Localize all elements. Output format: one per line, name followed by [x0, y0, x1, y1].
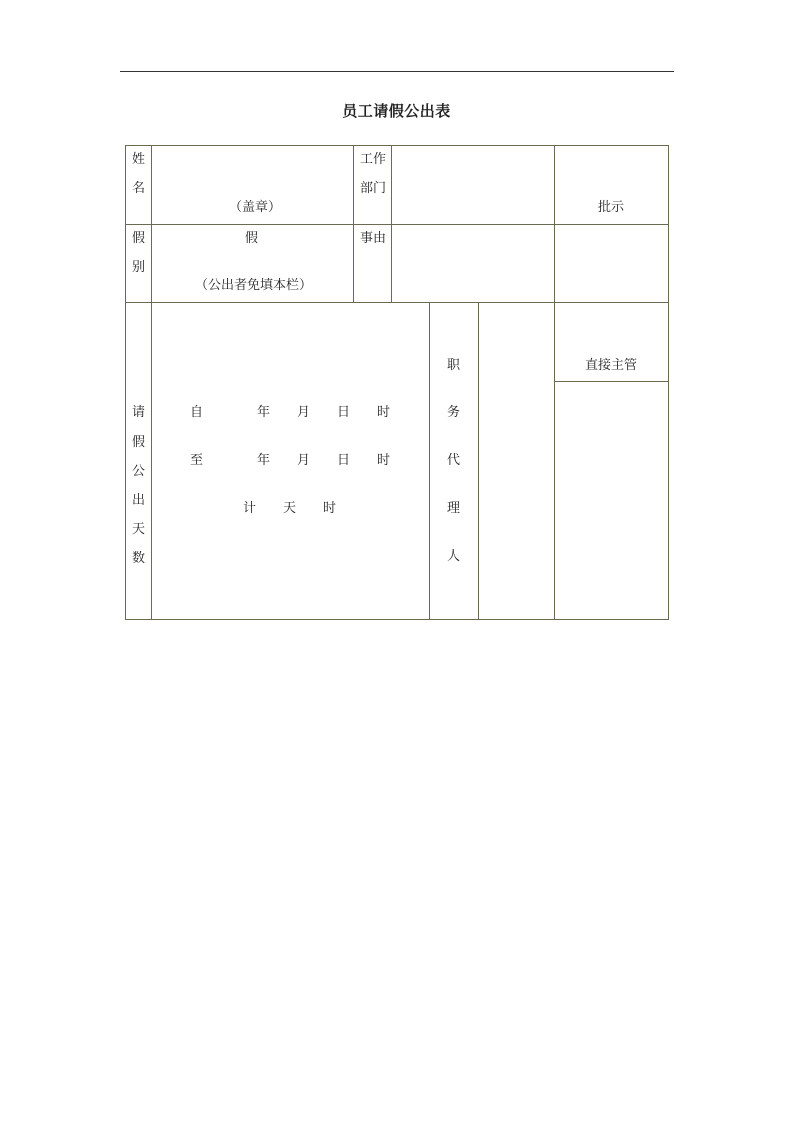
page-title: 员工请假公出表: [342, 102, 451, 120]
days-label-char: 出: [132, 493, 146, 508]
dept-label-1: 工作: [360, 152, 387, 167]
to-hour: 时: [377, 453, 391, 468]
to-year: 年: [257, 453, 271, 468]
days-label-char: 公: [132, 464, 146, 479]
table-border-top: [125, 145, 668, 146]
deputy-label-char: 人: [447, 549, 461, 564]
column-divider: [353, 145, 354, 303]
leave-type-label-1: 假: [132, 231, 146, 246]
table-border-left: [125, 145, 126, 620]
total-hours: 时: [323, 501, 337, 516]
deputy-label-char: 代: [447, 453, 461, 468]
name-label-1: 姓: [132, 152, 146, 167]
days-label-char: 请: [132, 405, 146, 420]
from-label: 自: [190, 405, 204, 420]
row-divider: [554, 381, 668, 382]
total-label: 计: [243, 501, 257, 516]
deputy-label-char: 务: [447, 405, 461, 420]
row-divider: [125, 224, 668, 225]
to-label: 至: [190, 453, 204, 468]
leave-type-label-2: 别: [132, 260, 146, 275]
dept-label-2: 部门: [360, 181, 387, 196]
reason-label: 事由: [360, 231, 387, 246]
days-label-char: 假: [132, 435, 146, 450]
to-day: 日: [337, 453, 351, 468]
days-label-char: 天: [132, 522, 146, 537]
supervisor-label: 直接主管: [585, 358, 638, 373]
table-border-bottom: [125, 619, 668, 620]
table-border-right: [668, 145, 669, 620]
total-days: 天: [283, 501, 297, 516]
from-year: 年: [257, 405, 271, 420]
column-divider: [151, 145, 152, 620]
to-month: 月: [297, 453, 311, 468]
days-label-char: 数: [132, 551, 146, 566]
from-hour: 时: [377, 405, 391, 420]
from-day: 日: [337, 405, 351, 420]
header-rule: [120, 71, 674, 72]
seal-note: （盖章）: [229, 200, 282, 215]
column-divider: [429, 302, 430, 620]
column-divider: [554, 145, 555, 620]
business-note: （公出者免填本栏）: [195, 278, 313, 293]
from-month: 月: [297, 405, 311, 420]
column-divider: [478, 302, 479, 620]
leave-word: 假: [245, 231, 259, 246]
name-label-2: 名: [132, 181, 146, 196]
column-divider: [391, 145, 392, 303]
deputy-label-char: 职: [447, 358, 461, 373]
deputy-label-char: 理: [447, 501, 461, 516]
row-divider: [125, 302, 668, 303]
approval-label: 批示: [598, 200, 625, 215]
